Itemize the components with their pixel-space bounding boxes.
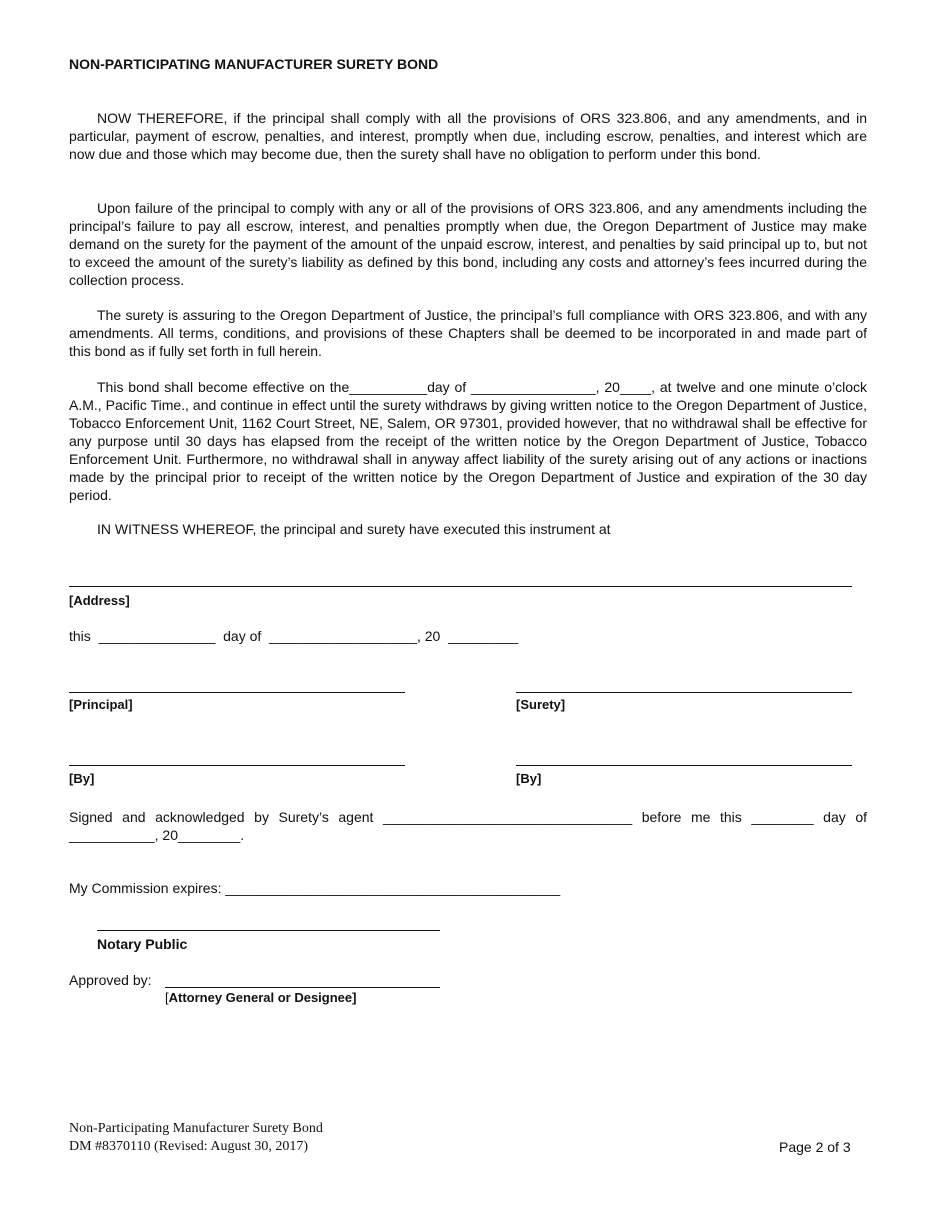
commission-expires-line: My Commission expires: ___________________________________________ [69,880,561,896]
footer-page-number: Page 2 of 3 [779,1139,851,1155]
paragraph-4 [69,378,867,504]
surety-signature-line[interactable] [516,692,852,693]
date-line: this _______________ day of ___________________, 20 _________ [69,628,519,644]
notary-signature-line[interactable] [97,930,440,931]
principal-signature-line[interactable] [69,692,405,693]
paragraph-2 [69,199,867,289]
paragraph-4-text: This bond shall become effective on the__________day of ________________, 20____, at twelve and one minute o’clock A.M., Pacific Time., and continue in effect until the surety withdraws by giving written notice to the Oregon Department of Justice, Tobacco Enforcement Unit, 1162 Court Street, NE, Salem, OR 97301, provided however, that no withdrawal shall be effective for any purpose until 30 days has elapsed from the receipt of the written notice by the Oregon Department of Justice, Tobacco Enforcement Unit. Furthermore, no withdrawal shall in anyway affect liability of the surety arising out of any actions or inactions made by the principal prior to receipt of the written notice by the Oregon Department of Justice and expiration of the 30 day period. [69,379,867,503]
paragraph-1-text: NOW THEREFORE, if the principal shall comply with all the provisions of ORS 323.806, and any amendments, and in particular, payment of escrow, penalties, and interest, promptly when due, including escrow, penalties, and interest which are now due and those which may become due, then the surety shall have no obligation to perform under this bond. [69,110,867,162]
principal-by-label: [By] [69,771,95,786]
paragraph-2-text: Upon failure of the principal to comply with any or all of the provisions of ORS 323.806, and any amendments including the principal’s failure to pay all escrow, interest, and penalties promptly when due, the Oregon Department of Justice may make demand on the surety for the payment of the amount of the unpaid escrow, interest, and penalties by said principal up to, but not to exceed the amount of the surety’s liability as defined by this bond, including any costs and attorney’s fees incurred during the collection process. [69,200,867,288]
principal-label: [Principal] [69,697,133,712]
paragraph-3 [69,306,867,360]
address-line[interactable] [69,586,852,587]
paragraph-3-text: The surety is assuring to the Oregon Department of Justice, the principal’s full compliance with ORS 323.806, and with any amendments. All terms, conditions, and provisions of these Chapters shall be deemed to be incorporated in and made part of this bond as if fully set forth in full herein. [69,307,867,359]
notary-public-label: Notary Public [97,936,188,952]
principal-by-line[interactable] [69,765,405,766]
approved-by-label: Approved by: [69,972,152,988]
footer-doc-id: DM #8370110 (Revised: August 30, 2017) [69,1139,309,1154]
attorney-caption [165,990,356,1005]
approved-by-line[interactable] [165,987,440,988]
surety-by-line[interactable] [516,765,852,766]
document-title: NON-PARTICIPATING MANUFACTURER SURETY BOND [69,56,439,72]
paragraph-1 [69,109,867,163]
footer-doc-name: Non-Participating Manufacturer Surety Bond [69,1121,323,1136]
signed-acknowledged-text: Signed and acknowledged by Surety’s agent ________________________________ before me this ________ day of ___________, 20________. [69,809,867,843]
surety-by-label: [By] [516,771,542,786]
attorney-bracket: [ [165,990,169,1005]
paragraph-5-text: IN WITNESS WHEREOF, the principal and surety have executed this instrument at [97,521,611,537]
paragraph-5 [69,520,867,538]
attorney-label: Attorney General or Designee] [168,990,357,1005]
surety-label: [Surety] [516,697,566,712]
address-label: [Address] [69,593,130,608]
